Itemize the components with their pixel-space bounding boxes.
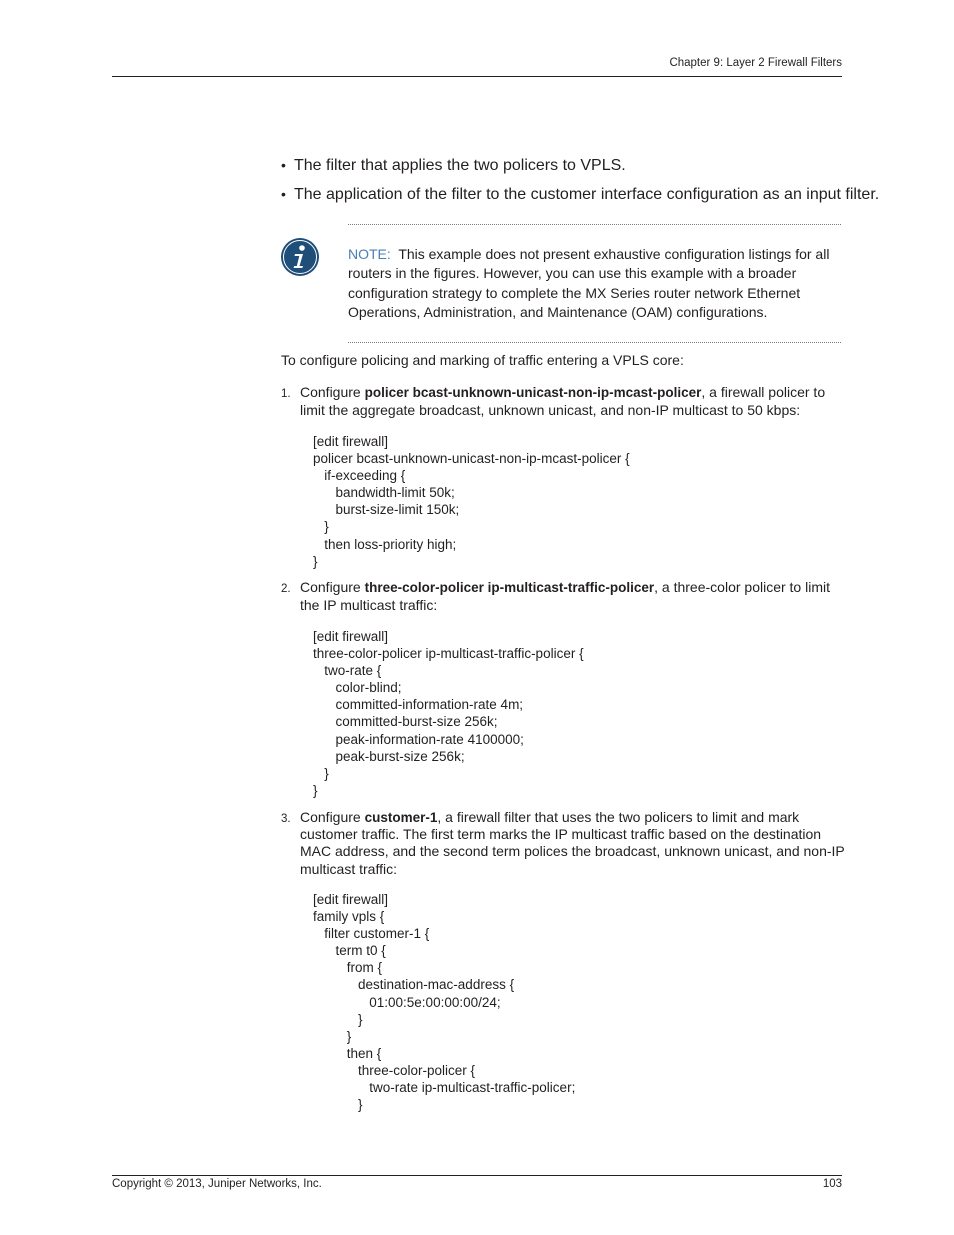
step-command: policer bcast-unknown-unicast-non-ip-mcast-policer: [364, 385, 702, 400]
step-text: [300, 384, 845, 419]
step-number: 1.: [281, 388, 291, 400]
note-top-divider: [348, 224, 841, 225]
step-number: 3.: [281, 813, 291, 825]
step-text: [300, 579, 845, 614]
header-divider: [112, 76, 842, 77]
code-block: [edit firewall] family vpls { filter customer-1 { term t0 { from { destination-mac-address { 01:00:5e:00:00:00/24; } } then { three-color-policer { two-rate ip-multicast-traffic-policer; }: [313, 892, 576, 1113]
step-command: three-color-policer ip-multicast-traffic-policer: [364, 580, 655, 595]
copyright: Copyright © 2013, Juniper Networks, Inc.: [112, 1178, 322, 1190]
note-text: [348, 245, 842, 322]
step-prefix: Configure: [300, 384, 365, 400]
step-suffix: , a firewall filter that uses the two policers to limit and mark customer traffic. The first term marks the IP multicast traffic based on the destination MAC address, and the second term polices the broadcast, unknown unicast, and non-IP multicast traffic:: [300, 809, 845, 877]
step-prefix: Configure: [300, 809, 365, 825]
step-suffix: , a three-color policer to limit the IP multicast traffic:: [300, 579, 830, 613]
note-label: NOTE:: [348, 246, 391, 262]
info-icon: [280, 237, 320, 277]
code-block: [edit firewall] three-color-policer ip-multicast-traffic-policer { two-rate { color-blind; committed-information-rate 4m; committed-burst-size 256k; peak-information-rate 4100000; peak-burst-size 256k; } }: [313, 629, 584, 798]
code-block: [edit firewall] policer bcast-unknown-unicast-non-ip-mcast-policer { if-exceeding { bandwidth-limit 50k; burst-size-limit 150k; } then loss-priority high; }: [313, 434, 630, 569]
step-text: [300, 809, 845, 878]
note-body: This example does not present exhaustive configuration listings for all routers in the figures. However, you can use this example with a broader configuration strategy to complete the MX Series router network Ethernet Operations, Administration, and Maintenance (OAM) configurations.: [348, 246, 830, 320]
chapter-title: Chapter 9: Layer 2 Firewall Filters: [669, 57, 842, 69]
bullet-text: The application of the filter to the customer interface configuration as an input filter.: [294, 186, 880, 203]
note-bottom-divider: [348, 342, 841, 343]
bullet-dot: •: [281, 186, 286, 202]
intro-paragraph: To configure policing and marking of traffic entering a VPLS core:: [281, 352, 684, 368]
step-suffix: , a firewall policer to limit the aggregate broadcast, unknown unicast, and non-IP multicast to 50 kbps:: [300, 384, 826, 418]
footer-divider: [112, 1175, 842, 1176]
step-prefix: Configure: [300, 579, 365, 595]
step-number: 2.: [281, 583, 291, 595]
step-command: customer-1: [364, 810, 438, 825]
bullet-dot: •: [281, 157, 286, 173]
page-number: 103: [822, 1178, 842, 1190]
bullet-text: The filter that applies the two policers to VPLS.: [294, 157, 626, 174]
